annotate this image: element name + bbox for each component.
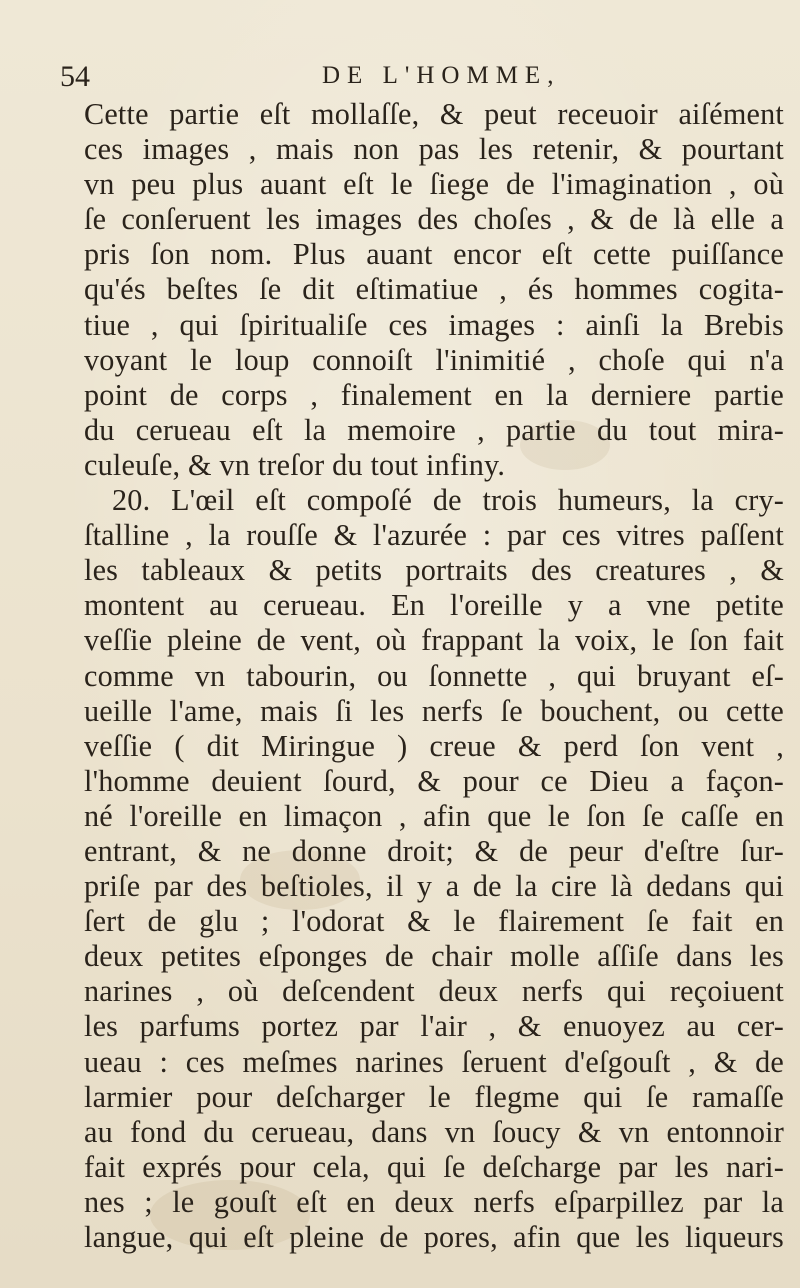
page-header: [60, 58, 760, 98]
text-line: les tableaux & petits portraits des creatures , &: [84, 553, 784, 588]
text-line: au fond du cerueau, dans vn ſoucy & vn entonnoir: [84, 1114, 784, 1149]
text-line: montent au cerueau. En l'oreille y a vne petite: [84, 588, 784, 623]
text-line: pris ſon nom. Plus auant encor eſt cette puiſſance: [84, 237, 784, 272]
text-line: ueau : ces meſmes narines ſeruent d'eſgouſt , & de: [84, 1044, 784, 1079]
text-line: ſert de glu ; l'odorat & le flairement ſe fait en: [84, 904, 784, 939]
text-line: fait exprés pour cela, qui ſe deſcharge par les nari-: [84, 1149, 784, 1184]
text-line: tiue , qui ſpiritualiſe ces images : ainſi la Brebis: [84, 307, 784, 342]
text-line: veſſie ( dit Miringue ) creue & perd ſon vent ,: [84, 728, 784, 763]
text-line: ſtalline , la rouſſe & l'azurée : par ces vitres paſſent: [84, 518, 784, 553]
text-line: culeuſe, & vn treſor du tout infiny.: [84, 447, 506, 482]
text-line: qu'és beſtes ſe dit eſtimatiue , és hommes cogita-: [84, 272, 784, 307]
text-line: les parfums portez par l'air , & enuoyez au cer-: [84, 1009, 784, 1044]
page-number: 54: [60, 60, 90, 93]
text-line: narines , où deſcendent deux nerfs qui reçoiuent: [84, 974, 784, 1009]
text-line: veſſie pleine de vent, où frappant la voix, le ſon fait: [84, 623, 784, 658]
text-line: deux petites eſponges de chair molle aſſiſe dans les: [84, 939, 784, 974]
text-line: vn peu plus auant eſt le ſiege de l'imagination , où: [84, 167, 784, 202]
text-line: voyant le loup connoiſt l'inimitié , choſe qui n'a: [84, 342, 784, 377]
text-line: l'homme deuient ſourd, & pour ce Dieu a façon-: [84, 763, 784, 798]
text-line: ueille l'ame, mais ſi les nerfs ſe bouchent, ou cette: [84, 693, 784, 728]
text-line: comme vn tabourin, ou ſonnette , qui bruyant eſ-: [84, 658, 784, 693]
text-line: entrant, & ne donne droit; & de peur d'eſtre ſur-: [84, 833, 784, 868]
text-line: ſe conſeruent les images des choſes , & de là elle a: [84, 202, 784, 237]
body-text: [84, 97, 784, 1255]
running-title: DE L'HOMME,: [322, 62, 561, 89]
text-line: né l'oreille en limaçon , afin que le ſon ſe caſſe en: [84, 798, 784, 833]
text-line: larmier pour deſcharger le flegme qui ſe ramaſſe: [84, 1079, 784, 1114]
text-line: ces images , mais non pas les retenir, & pourtant: [84, 132, 784, 167]
text-line: nes ; le gouſt eſt en deux nerfs eſparpillez par la: [84, 1184, 784, 1219]
text-line: 20. L'œil eſt compoſé de trois humeurs, la cry-: [112, 483, 784, 518]
text-line: Cette partie eſt mollaſſe, & peut receuoir aiſément: [84, 97, 784, 131]
text-line: du cerueau eſt la memoire , partie du tout mira-: [84, 412, 784, 447]
text-line: point de corps , finalement en la derniere partie: [84, 377, 784, 412]
text-line: priſe par des beſtioles, il y a de la cire là dedans qui: [84, 869, 784, 904]
text-line: langue, qui eſt pleine de pores, afin que les liqueurs: [84, 1220, 784, 1254]
